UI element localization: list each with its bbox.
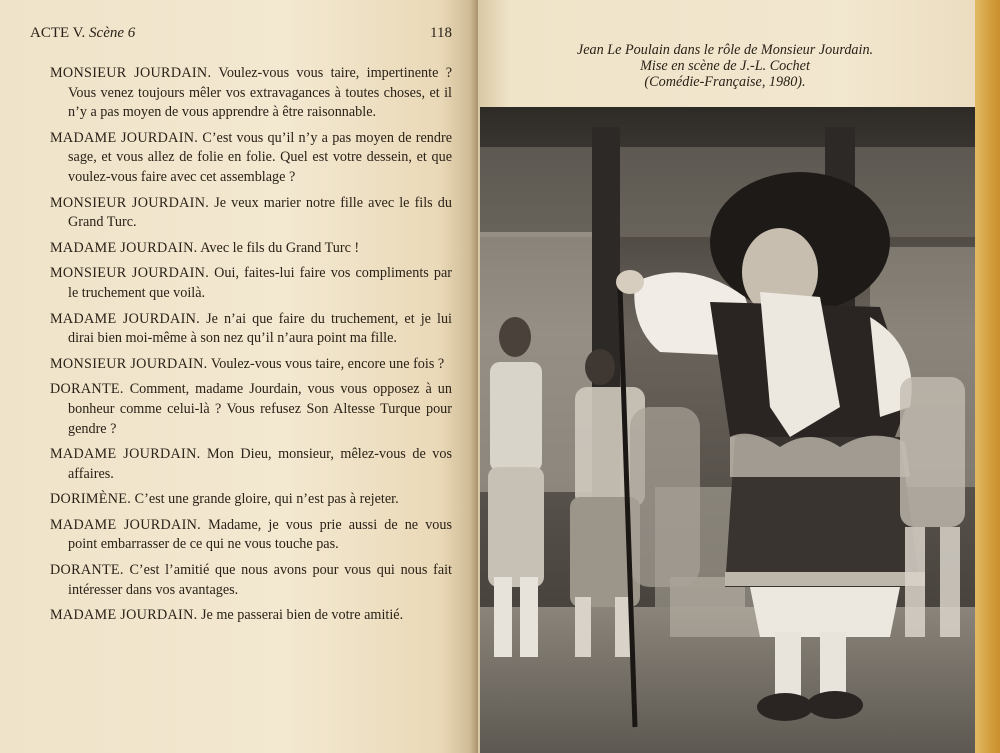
line-text: Voulez-vous vous taire, encore une fois ? (210, 355, 445, 372)
dialogue-line (50, 194, 452, 233)
stage-photograph (480, 107, 975, 753)
line-text: Mon Dieu, monsieur, mêlez-vous de vos affaires. (68, 446, 453, 482)
line-text: Je veux marier notre fille avec le fils du Grand Turc. (68, 194, 452, 231)
speaker-name: DORIMÈNE. (50, 491, 132, 508)
speaker-name: MADAME JOURDAIN. (50, 239, 198, 256)
line-text: C’est une grande gloire, qui n’est pas à rejeter. (134, 491, 399, 508)
dialogue-text (50, 64, 452, 632)
dialogue-line (50, 64, 452, 123)
caption-line-1: Jean Le Poulain dans le rôle de Monsieur Jourdain. (576, 42, 874, 58)
caption-line-3: (Comédie-Française, 1980). (644, 74, 806, 90)
speaker-name: MONSIEUR JOURDAIN. (50, 265, 210, 282)
speaker-name: MADAME JOURDAIN. (50, 129, 199, 146)
line-text: C’est l’amitié que nous avons pour vous qui nous fait intéresser dans vos avantages. (68, 562, 452, 598)
dialogue-line (50, 380, 452, 439)
line-text: C’est vous qu’il n’y a pas moyen de rendre sage, et vous allez de folie en folie. Quel est votre dessein, et que voulez-vous faire avec cet assemblage ? (68, 129, 452, 185)
line-text: Voulez-vous vous taire, impertinente ? Vous venez toujours mêler vos extravagances à toutes choses, et il n’y a pas moyen de vous apprendre à être raisonnable. (68, 65, 453, 121)
act-label: ACTE V. (30, 25, 86, 41)
dialogue-line (50, 445, 452, 484)
dialogue-line (50, 264, 452, 303)
page-edge (975, 0, 1000, 753)
speaker-name: MADAME JOURDAIN. (50, 516, 202, 533)
act-scene-heading (30, 25, 135, 42)
photograph-illustration (480, 107, 975, 753)
photo-caption (495, 42, 955, 90)
speaker-name: DORANTE. (50, 562, 124, 579)
line-text: Je me passerai bien de votre amitié. (201, 607, 404, 624)
dialogue-line (50, 561, 452, 600)
dialogue-line (50, 490, 452, 510)
speaker-name: MADAME JOURDAIN. (50, 310, 200, 327)
line-text: Je n’ai que faire du truchement, et je lui dirai bien moi-même à son nez qu’il n’aura point ma fille. (68, 310, 453, 347)
dialogue-line (50, 310, 452, 349)
line-text: Oui, faites-lui faire vos compliments par le truchement que voilà. (68, 265, 452, 301)
page-number: 118 (430, 25, 452, 41)
line-text: Avec le fils du Grand Turc ! (200, 239, 360, 256)
speaker-name: MONSIEUR JOURDAIN. (50, 65, 212, 81)
dialogue-line (50, 516, 452, 555)
speaker-name: DORANTE. (50, 381, 124, 398)
speaker-name: MADAME JOURDAIN. (50, 607, 198, 624)
dialogue-line (50, 239, 452, 259)
scene-label: Scène 6 (89, 25, 136, 41)
line-text: Comment, madame Jourdain, vous vous opposez à un bonheur comme celui-là ? Vous refusez Son Altesse Turque pour gendre ? (68, 381, 452, 437)
running-head (30, 25, 452, 47)
speaker-name: MONSIEUR JOURDAIN. (50, 194, 210, 211)
speaker-name: MADAME JOURDAIN. (50, 446, 201, 463)
line-text: Madame, je vous prie aussi de ne vous point embarrasser de ce qui ne vous touche pas. (68, 516, 452, 553)
speaker-name: MONSIEUR JOURDAIN. (50, 355, 208, 372)
dialogue-line (50, 355, 452, 375)
left-page (0, 0, 478, 753)
dialogue-line (50, 129, 452, 188)
dialogue-line (50, 606, 452, 626)
caption-line-2: Mise en scène de J.-L. Cochet (640, 58, 810, 74)
